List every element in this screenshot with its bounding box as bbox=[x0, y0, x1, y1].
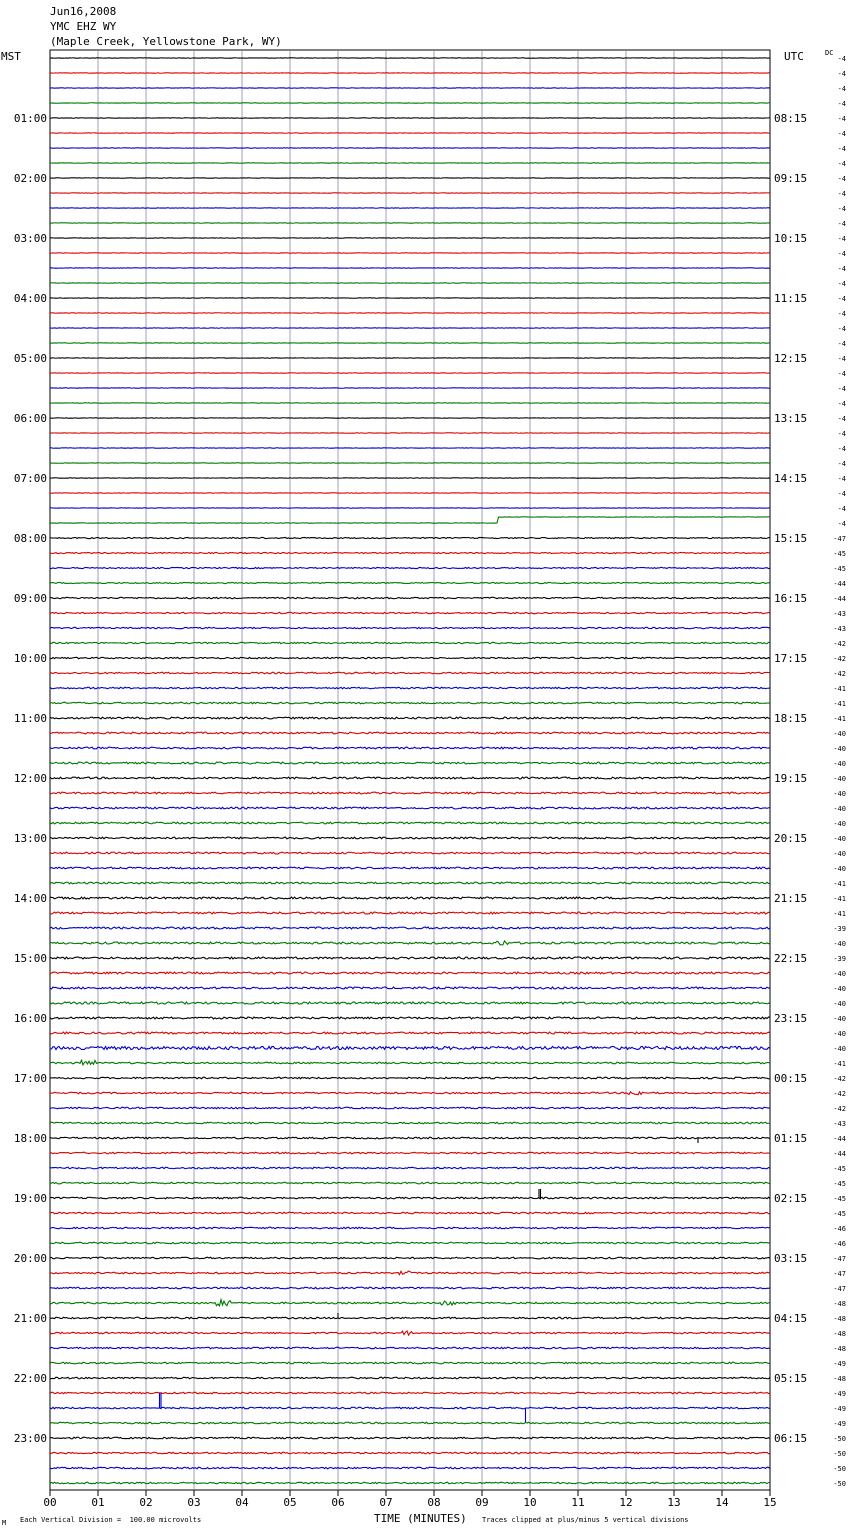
utc-hour-label: 14:15 bbox=[774, 472, 808, 485]
utc-hour-label: 18:15 bbox=[774, 712, 808, 725]
mst-hour-label: 23:00 bbox=[13, 1432, 47, 1445]
trace-line bbox=[50, 1092, 770, 1095]
utc-hour-label: 10:15 bbox=[774, 232, 808, 245]
trace-line bbox=[50, 1422, 770, 1424]
trace-line bbox=[50, 1392, 770, 1394]
trace-line bbox=[50, 1467, 770, 1469]
trace-line bbox=[50, 313, 770, 314]
trace-line bbox=[50, 867, 770, 869]
trace-line bbox=[50, 403, 770, 404]
clip-note: Traces clipped at plus/minus 5 vertical divisions bbox=[482, 1516, 689, 1524]
dc-offset-value: -40 bbox=[833, 850, 846, 858]
x-tick-label: 07 bbox=[379, 1496, 393, 1509]
trace-line bbox=[50, 148, 770, 149]
dc-offset-value: -4 bbox=[837, 505, 846, 513]
dc-offset-value: -45 bbox=[833, 565, 846, 573]
trace-line bbox=[50, 88, 770, 89]
dc-offset-value: -4 bbox=[837, 385, 846, 393]
trace-line bbox=[50, 478, 770, 479]
dc-offset-value: -40 bbox=[833, 940, 846, 948]
trace-line bbox=[50, 1482, 770, 1484]
trace-line bbox=[50, 822, 770, 824]
dc-offset-value: -40 bbox=[833, 1030, 846, 1038]
dc-offset-value: -4 bbox=[837, 190, 846, 198]
trace-line bbox=[50, 972, 770, 974]
utc-hour-label: 12:15 bbox=[774, 352, 808, 365]
dc-offset-value: -4 bbox=[837, 145, 846, 153]
trace-line bbox=[50, 941, 770, 945]
trace-line bbox=[50, 463, 770, 464]
mst-hour-label: 16:00 bbox=[13, 1012, 47, 1025]
utc-hour-labels bbox=[774, 112, 807, 1445]
mst-hour-label: 14:00 bbox=[13, 892, 47, 905]
trace-line bbox=[50, 582, 770, 583]
trace-line bbox=[50, 762, 770, 764]
dc-offset-value: -4 bbox=[837, 220, 846, 228]
dc-offset-value: -48 bbox=[833, 1315, 846, 1323]
dc-offset-value: -4 bbox=[837, 205, 846, 213]
dc-offset-value: -49 bbox=[833, 1360, 846, 1368]
dc-offset-value: -4 bbox=[837, 415, 846, 423]
dc-offset-value: -4 bbox=[837, 295, 846, 303]
station-code: YMC EHZ WY bbox=[50, 20, 117, 33]
trace-line bbox=[50, 537, 770, 538]
dc-offset-value: -4 bbox=[837, 250, 846, 258]
utc-hour-label: 15:15 bbox=[774, 532, 808, 545]
utc-hour-label: 09:15 bbox=[774, 172, 808, 185]
dc-offset-value: -48 bbox=[833, 1330, 846, 1338]
mst-hour-label: 21:00 bbox=[13, 1312, 47, 1325]
dc-offset-value: -40 bbox=[833, 805, 846, 813]
dc-offset-value: -4 bbox=[837, 475, 846, 483]
dc-offset-header: DC bbox=[825, 49, 834, 57]
trace-line bbox=[50, 1152, 770, 1154]
dc-offset-value: -48 bbox=[833, 1345, 846, 1353]
dc-offset-value: -4 bbox=[837, 235, 846, 243]
mst-hour-label: 22:00 bbox=[13, 1372, 47, 1385]
mst-hour-labels bbox=[14, 112, 47, 1445]
dc-offset-value: -40 bbox=[833, 730, 846, 738]
dc-offset-value: -42 bbox=[833, 640, 846, 648]
dc-offset-value: -43 bbox=[833, 610, 846, 618]
trace-line bbox=[50, 687, 770, 689]
trace-line bbox=[50, 58, 770, 59]
trace-line bbox=[50, 1257, 770, 1259]
trace-line bbox=[50, 118, 770, 119]
mst-hour-label: 07:00 bbox=[13, 472, 47, 485]
trace-line bbox=[50, 777, 770, 779]
dc-offset-value: -4 bbox=[837, 55, 846, 63]
dc-offset-value: -48 bbox=[833, 1300, 846, 1308]
dc-offset-value: -40 bbox=[833, 1045, 846, 1053]
utc-hour-label: 04:15 bbox=[774, 1312, 808, 1325]
dc-offset-value: -39 bbox=[833, 955, 846, 963]
trace-line bbox=[50, 1107, 770, 1109]
dc-offset-value: -45 bbox=[833, 1195, 846, 1203]
mst-hour-label: 11:00 bbox=[13, 712, 47, 725]
dc-offset-value: -40 bbox=[833, 790, 846, 798]
trace-line bbox=[50, 238, 770, 239]
dc-offset-value: -40 bbox=[833, 745, 846, 753]
utc-hour-label: 22:15 bbox=[774, 952, 808, 965]
dc-offset-value: -4 bbox=[837, 85, 846, 93]
trace-line bbox=[50, 193, 770, 194]
trace-line bbox=[50, 253, 770, 254]
trace-line bbox=[50, 1377, 770, 1379]
dc-offset-labels bbox=[833, 55, 846, 1488]
dc-offset-value: -4 bbox=[837, 400, 846, 408]
utc-hour-label: 16:15 bbox=[774, 592, 808, 605]
x-tick-label: 08 bbox=[427, 1496, 441, 1509]
trace-line bbox=[50, 837, 770, 839]
trace-line bbox=[50, 163, 770, 164]
trace-line bbox=[50, 133, 770, 134]
trace-line bbox=[50, 1271, 770, 1275]
mst-hour-label: 08:00 bbox=[13, 532, 47, 545]
trace-line bbox=[50, 852, 770, 854]
trace-line bbox=[50, 1167, 770, 1169]
dc-offset-value: -44 bbox=[833, 1150, 846, 1158]
x-tick-label: 02 bbox=[139, 1496, 153, 1509]
trace-line bbox=[50, 597, 770, 598]
trace-line bbox=[50, 358, 770, 359]
trace-line bbox=[50, 927, 770, 929]
mst-hour-label: 03:00 bbox=[13, 232, 47, 245]
dc-offset-value: -4 bbox=[837, 265, 846, 273]
mst-hour-label: 12:00 bbox=[13, 772, 47, 785]
mst-hour-label: 05:00 bbox=[13, 352, 47, 365]
dc-offset-value: -47 bbox=[833, 1255, 846, 1263]
dc-offset-value: -43 bbox=[833, 1120, 846, 1128]
dc-offset-value: -4 bbox=[837, 340, 846, 348]
utc-hour-label: 06:15 bbox=[774, 1432, 808, 1445]
dc-offset-value: -4 bbox=[837, 100, 846, 108]
dc-offset-value: -45 bbox=[833, 1180, 846, 1188]
x-tick-label: 06 bbox=[331, 1496, 345, 1509]
dc-offset-value: -41 bbox=[833, 895, 846, 903]
trace-line bbox=[50, 747, 770, 749]
trace-line bbox=[50, 103, 770, 104]
trace-line bbox=[50, 957, 770, 959]
utc-hour-label: 23:15 bbox=[774, 1012, 808, 1025]
x-tick-label: 03 bbox=[187, 1496, 201, 1509]
dc-offset-value: -49 bbox=[833, 1405, 846, 1413]
trace-line bbox=[50, 702, 770, 704]
trace-line bbox=[50, 1393, 770, 1423]
mst-hour-label: 01:00 bbox=[13, 112, 47, 125]
trace-line bbox=[50, 1212, 770, 1214]
trace-line bbox=[50, 612, 770, 613]
trace-line bbox=[50, 567, 770, 568]
trace-line bbox=[50, 1287, 770, 1289]
trace-line bbox=[50, 418, 770, 419]
dc-offset-value: -40 bbox=[833, 865, 846, 873]
trace-line bbox=[50, 1242, 770, 1244]
trace-line bbox=[50, 328, 770, 329]
x-tick-label: 01 bbox=[91, 1496, 105, 1509]
dc-offset-value: -45 bbox=[833, 1165, 846, 1173]
dc-offset-value: -40 bbox=[833, 1000, 846, 1008]
dc-offset-value: -46 bbox=[833, 1240, 846, 1248]
x-tick-label: 05 bbox=[283, 1496, 297, 1509]
trace-line bbox=[50, 433, 770, 434]
utc-hour-label: 11:15 bbox=[774, 292, 808, 305]
mst-hour-label: 09:00 bbox=[13, 592, 47, 605]
dc-offset-value: -4 bbox=[837, 355, 846, 363]
dc-offset-value: -4 bbox=[837, 445, 846, 453]
trace-line bbox=[50, 517, 770, 523]
x-tick-label: 15 bbox=[763, 1496, 777, 1509]
dc-offset-value: -40 bbox=[833, 820, 846, 828]
mst-hour-label: 06:00 bbox=[13, 412, 47, 425]
dc-offset-value: -50 bbox=[833, 1465, 846, 1473]
trace-line bbox=[50, 1046, 770, 1049]
dc-offset-value: -4 bbox=[837, 115, 846, 123]
mst-hour-label: 02:00 bbox=[13, 172, 47, 185]
trace-line bbox=[50, 1362, 770, 1364]
dc-offset-value: -4 bbox=[837, 160, 846, 168]
dc-offset-value: -44 bbox=[833, 595, 846, 603]
trace-line bbox=[50, 1032, 770, 1034]
dc-offset-value: -49 bbox=[833, 1390, 846, 1398]
trace-line bbox=[50, 208, 770, 209]
dc-offset-value: -48 bbox=[833, 1375, 846, 1383]
dc-offset-value: -42 bbox=[833, 1090, 846, 1098]
trace-line bbox=[50, 732, 770, 734]
x-tick-label: 09 bbox=[475, 1496, 489, 1509]
dc-offset-value: -44 bbox=[833, 580, 846, 588]
mst-hour-label: 15:00 bbox=[13, 952, 47, 965]
seismic-traces bbox=[50, 58, 770, 1484]
right-timezone-label: UTC bbox=[784, 50, 804, 63]
dc-offset-value: -41 bbox=[833, 715, 846, 723]
trace-line bbox=[50, 73, 770, 74]
utc-hour-label: 13:15 bbox=[774, 412, 808, 425]
x-tick-label: 14 bbox=[715, 1496, 729, 1509]
dc-offset-value: -42 bbox=[833, 1105, 846, 1113]
x-tick-label: 00 bbox=[43, 1496, 57, 1509]
utc-hour-label: 05:15 bbox=[774, 1372, 808, 1385]
dc-offset-value: -46 bbox=[833, 1225, 846, 1233]
dc-offset-value: -4 bbox=[837, 175, 846, 183]
dc-offset-value: -4 bbox=[837, 370, 846, 378]
dc-offset-value: -50 bbox=[833, 1480, 846, 1488]
trace-line bbox=[50, 1002, 770, 1004]
trace-line bbox=[50, 552, 770, 553]
dc-offset-value: -42 bbox=[833, 670, 846, 678]
x-tick-label: 04 bbox=[235, 1496, 249, 1509]
mst-hour-label: 20:00 bbox=[13, 1252, 47, 1265]
dc-offset-value: -4 bbox=[837, 520, 846, 528]
dc-offset-value: -47 bbox=[833, 535, 846, 543]
trace-line bbox=[50, 627, 770, 628]
dc-offset-value: -4 bbox=[837, 130, 846, 138]
dc-offset-value: -41 bbox=[833, 700, 846, 708]
mst-hour-label: 13:00 bbox=[13, 832, 47, 845]
trace-line bbox=[50, 1437, 770, 1439]
dc-offset-value: -4 bbox=[837, 310, 846, 318]
trace-line bbox=[50, 1189, 770, 1199]
dc-offset-value: -39 bbox=[833, 925, 846, 933]
dc-offset-value: -40 bbox=[833, 985, 846, 993]
trace-line bbox=[50, 448, 770, 449]
trace-line bbox=[50, 223, 770, 224]
trace-line bbox=[50, 1017, 770, 1019]
mst-hour-label: 17:00 bbox=[13, 1072, 47, 1085]
dc-offset-value: -41 bbox=[833, 1060, 846, 1068]
utc-hour-label: 01:15 bbox=[774, 1132, 808, 1145]
utc-hour-label: 19:15 bbox=[774, 772, 808, 785]
trace-line bbox=[50, 717, 770, 719]
dc-offset-value: -4 bbox=[837, 490, 846, 498]
station-location: (Maple Creek, Yellowstone Park, WY) bbox=[50, 35, 282, 48]
trace-line bbox=[50, 298, 770, 299]
dc-offset-value: -41 bbox=[833, 685, 846, 693]
dc-offset-value: -4 bbox=[837, 325, 846, 333]
x-tick-label: 10 bbox=[523, 1496, 537, 1509]
trace-line bbox=[50, 1137, 770, 1143]
dc-offset-value: -41 bbox=[833, 880, 846, 888]
dc-offset-value: -50 bbox=[833, 1450, 846, 1458]
trace-line bbox=[50, 1182, 770, 1184]
x-tick-label: 11 bbox=[571, 1496, 585, 1509]
trace-line bbox=[50, 1347, 770, 1349]
utc-hour-label: 21:15 bbox=[774, 892, 808, 905]
mst-hour-label: 04:00 bbox=[13, 292, 47, 305]
trace-line bbox=[50, 882, 770, 884]
dc-offset-value: -50 bbox=[833, 1435, 846, 1443]
trace-line bbox=[50, 1077, 770, 1079]
dc-offset-value: -49 bbox=[833, 1420, 846, 1428]
corner-mark: M bbox=[2, 1519, 7, 1527]
trace-line bbox=[50, 493, 770, 494]
dc-offset-value: -40 bbox=[833, 1015, 846, 1023]
dc-offset-value: -4 bbox=[837, 70, 846, 78]
utc-hour-label: 00:15 bbox=[774, 1072, 808, 1085]
dc-offset-value: -4 bbox=[837, 280, 846, 288]
mst-hour-label: 19:00 bbox=[13, 1192, 47, 1205]
trace-line bbox=[50, 657, 770, 658]
dc-offset-value: -42 bbox=[833, 655, 846, 663]
dc-offset-value: -40 bbox=[833, 970, 846, 978]
time-axis bbox=[43, 1490, 776, 1509]
dc-offset-value: -40 bbox=[833, 835, 846, 843]
dc-offset-value: -4 bbox=[837, 430, 846, 438]
record-date: Jun16,2008 bbox=[50, 5, 117, 18]
dc-offset-value: -43 bbox=[833, 625, 846, 633]
trace-line bbox=[50, 1452, 770, 1454]
utc-hour-label: 02:15 bbox=[774, 1192, 808, 1205]
dc-offset-value: -44 bbox=[833, 1135, 846, 1143]
trace-line bbox=[50, 1331, 770, 1335]
trace-line bbox=[50, 373, 770, 374]
mst-hour-label: 10:00 bbox=[13, 652, 47, 665]
dc-offset-value: -47 bbox=[833, 1285, 846, 1293]
trace-line bbox=[50, 897, 770, 899]
trace-line bbox=[50, 807, 770, 809]
trace-line bbox=[50, 178, 770, 179]
dc-offset-value: -45 bbox=[833, 1210, 846, 1218]
x-axis-title: TIME (MINUTES) bbox=[374, 1512, 467, 1525]
x-tick-label: 13 bbox=[667, 1496, 681, 1509]
trace-line bbox=[50, 343, 770, 344]
trace-line bbox=[50, 792, 770, 794]
mst-hour-label: 18:00 bbox=[13, 1132, 47, 1145]
trace-line bbox=[50, 1300, 770, 1306]
trace-line bbox=[50, 912, 770, 914]
left-timezone-label: MST bbox=[1, 50, 21, 63]
dc-offset-value: -47 bbox=[833, 1270, 846, 1278]
utc-hour-label: 17:15 bbox=[774, 652, 808, 665]
dc-offset-value: -45 bbox=[833, 550, 846, 558]
dc-offset-value: -40 bbox=[833, 775, 846, 783]
trace-line bbox=[50, 987, 770, 989]
utc-hour-label: 08:15 bbox=[774, 112, 808, 125]
trace-line bbox=[50, 642, 770, 643]
trace-line bbox=[50, 1313, 770, 1319]
trace-line bbox=[50, 388, 770, 389]
trace-line bbox=[50, 283, 770, 284]
trace-line bbox=[50, 672, 770, 674]
utc-hour-label: 03:15 bbox=[774, 1252, 808, 1265]
scale-note: Each Vertical Division = 100.00 microvolts bbox=[20, 1516, 202, 1524]
trace-line bbox=[50, 1122, 770, 1124]
trace-line bbox=[50, 1227, 770, 1229]
dc-offset-value: -41 bbox=[833, 910, 846, 918]
dc-offset-value: -42 bbox=[833, 1075, 846, 1083]
utc-hour-label: 20:15 bbox=[774, 832, 808, 845]
dc-offset-value: -40 bbox=[833, 760, 846, 768]
dc-offset-value: -4 bbox=[837, 460, 846, 468]
trace-line bbox=[50, 1060, 770, 1065]
x-tick-label: 12 bbox=[619, 1496, 633, 1509]
